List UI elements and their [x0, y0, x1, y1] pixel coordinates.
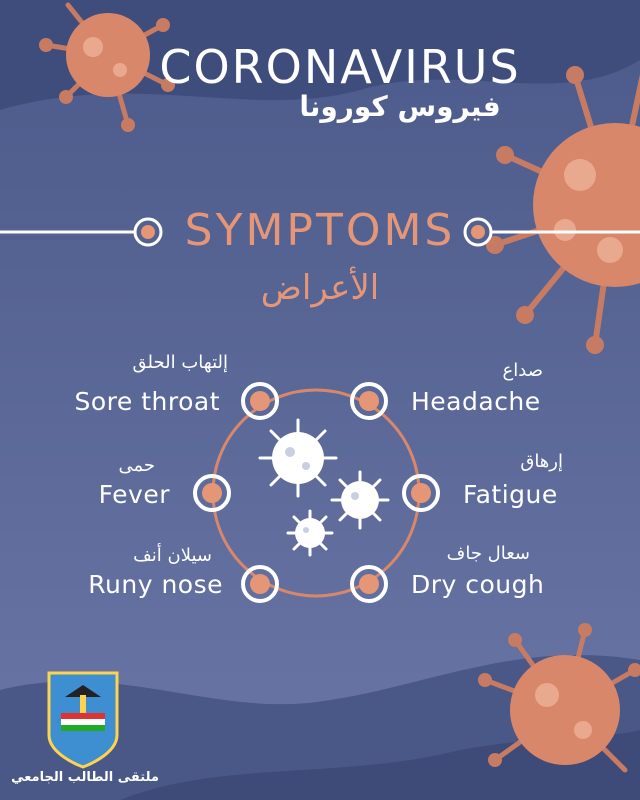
section-title-arabic: الأعراض — [260, 268, 380, 308]
symptom-fatigue: Fatigue — [463, 480, 558, 509]
virus-icon — [288, 511, 332, 555]
symptom-dry-cough: Dry cough — [411, 570, 545, 599]
symptom-sore-throat-ar: إلتهاب الحلق — [132, 352, 228, 373]
symptom-headache-ar: صداع — [502, 360, 543, 381]
symptom-dry-cough-ar: سعال جاف — [446, 543, 530, 564]
symptom-runny-nose-ar: سيلان أنف — [133, 545, 212, 566]
symptom-fever: Fever — [98, 480, 170, 509]
section-title: SYMPTOMS — [184, 205, 456, 256]
page-title-arabic: فيروس كورونا — [299, 90, 501, 123]
symptom-fever-ar: حمى — [118, 455, 155, 476]
page-title: CORONAVIRUS — [159, 40, 521, 94]
virus-icon — [260, 420, 336, 496]
logo-caption: ملتقى الطالب الجامعي — [11, 770, 159, 785]
symptom-fatigue-ar: إرهاق — [520, 451, 563, 472]
virus-icon — [332, 472, 388, 528]
emblem-logo — [49, 673, 117, 767]
symptom-sore-throat: Sore throat — [74, 387, 220, 416]
symptom-runny-nose: Runy nose — [88, 570, 223, 599]
symptom-headache: Headache — [411, 387, 541, 416]
